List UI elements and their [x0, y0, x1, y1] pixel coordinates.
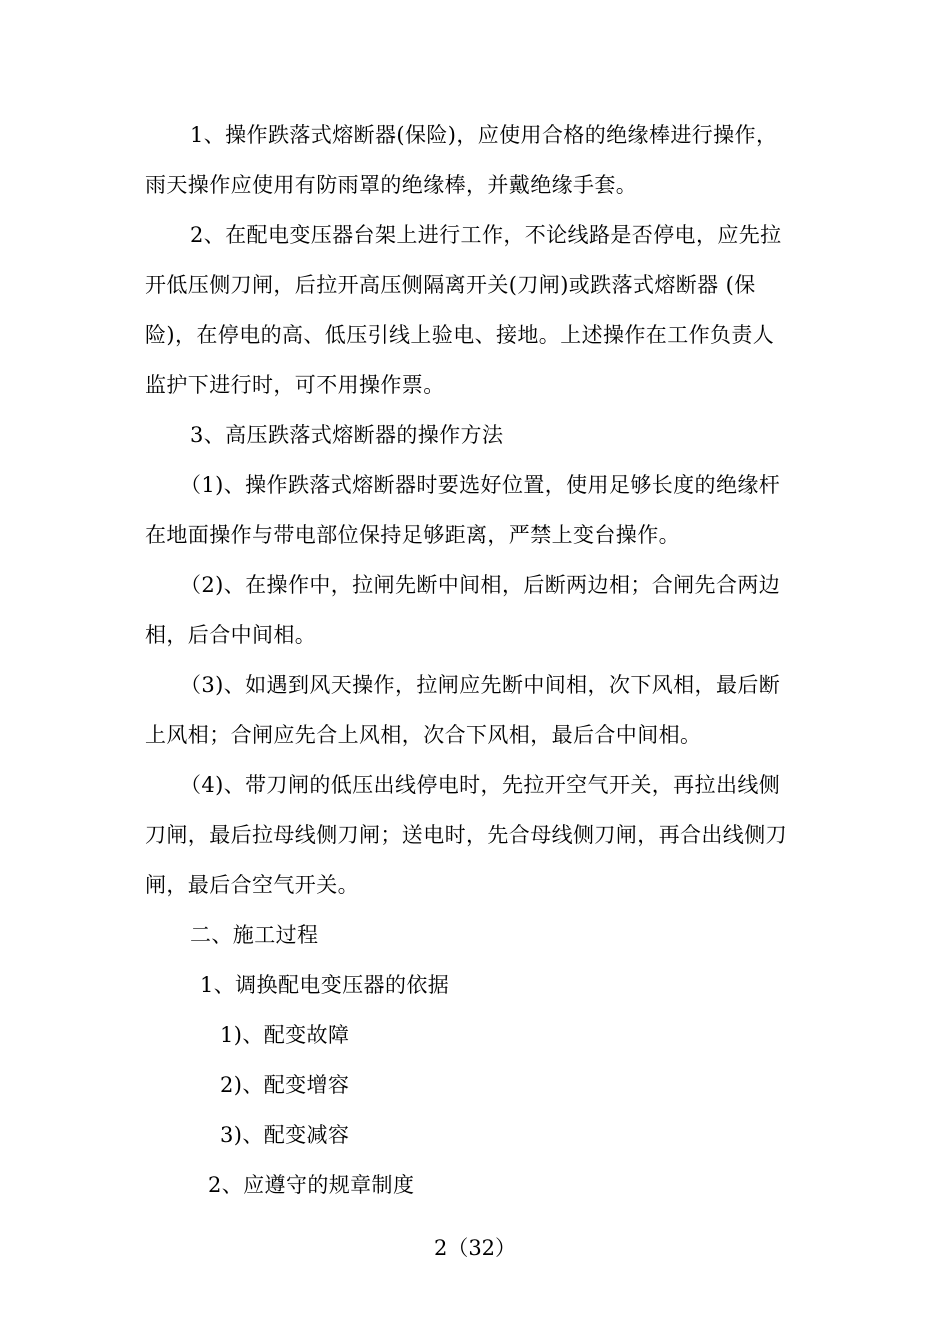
- list-item-3: 3)、配变减容: [220, 1123, 350, 1147]
- list-item-1: 1)、配变故障: [220, 1023, 350, 1047]
- item-1-line-1: （1)、操作跌落式熔断器时要选好位置，使用足够长度的绝缘杆: [180, 473, 781, 497]
- item-2-line-2: 相，后合中间相。: [145, 623, 317, 647]
- item-2-line-1: （2)、在操作中，拉闸先断中间相，后断两边相；合闸先合两边: [180, 573, 781, 597]
- item-3-line-2: 上风相；合闸应先合上风相，次合下风相，最后合中间相。: [145, 723, 702, 747]
- item-4-line-1: （4)、带刀闸的低压出线停电时，先拉开空气开关，再拉出线侧: [180, 773, 781, 797]
- list-item-2: 2)、配变增容: [220, 1073, 350, 1097]
- paragraph-1-line-1: 1、操作跌落式熔断器(保险)，应使用合格的绝缘棒进行操作，: [190, 123, 778, 147]
- item-1-line-2: 在地面操作与带电部位保持足够距离，严禁上变台操作。: [145, 523, 680, 547]
- paragraph-2-line-2: 开低压侧刀闸，后拉开高压侧隔离开关(刀闸)或跌落式熔断器 (保: [145, 273, 756, 297]
- item-3-line-1: （3)、如遇到风天操作，拉闸应先断中间相，次下风相，最后断: [180, 673, 781, 697]
- subsection-2-heading: 2、应遵守的规章制度: [208, 1173, 415, 1197]
- paragraph-2-line-1: 2、在配电变压器台架上进行工作，不论线路是否停电，应先拉: [190, 223, 782, 247]
- paragraph-2-line-3: 险)，在停电的高、低压引线上验电、接地。上述操作在工作负责人: [145, 323, 775, 347]
- paragraph-2-line-4: 监护下进行时，可不用操作票。: [145, 373, 445, 397]
- item-4-line-2: 刀闸，最后拉母线侧刀闸；送电时，先合母线侧刀闸，再合出线侧刀: [145, 823, 787, 847]
- page-number: 2（32）: [433, 1236, 517, 1260]
- paragraph-1-line-2: 雨天操作应使用有防雨罩的绝缘棒，并戴绝缘手套。: [145, 173, 638, 197]
- item-4-line-3: 闸，最后合空气开关。: [145, 873, 359, 897]
- section-2-heading: 二、施工过程: [190, 923, 319, 947]
- section-3-heading: 3、高压跌落式熔断器的操作方法: [190, 423, 504, 447]
- subsection-1-heading: 1、调换配电变压器的依据: [200, 973, 450, 997]
